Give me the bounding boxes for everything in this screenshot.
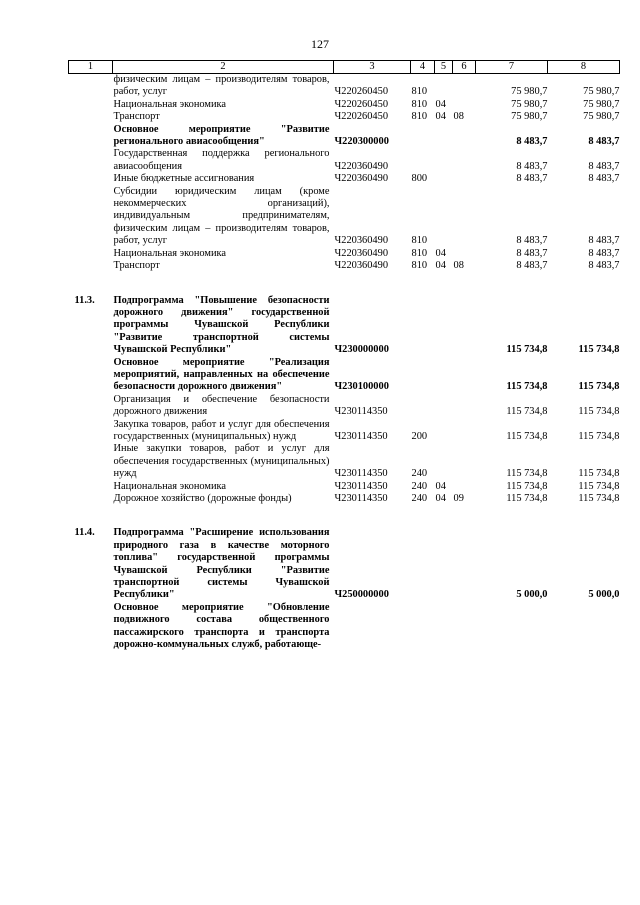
row-amount-1: 8 483,7: [516, 235, 548, 247]
row-item-code: [453, 602, 476, 652]
row-code: Ч230114350: [334, 406, 388, 418]
row-subsection-code: [435, 124, 453, 149]
table-row: [69, 443, 620, 480]
row-item-code: [453, 481, 476, 493]
row-item-code: [453, 527, 476, 601]
row-amount-1: 115 734,8: [506, 493, 548, 504]
row-code: Ч220360490: [334, 247, 389, 259]
row-item-code: [453, 443, 476, 480]
row-code: Ч250000000: [334, 589, 389, 601]
row-amount-1: 115 734,8: [506, 406, 548, 418]
row-name: Основное мероприятие "Реализация мероприятий, направленных на обеспечение безопасности дорожного движения": [113, 356, 330, 393]
row-code: Ч230114350: [334, 468, 388, 480]
row-amount-2: 8 483,7: [588, 247, 620, 259]
budget-table: [68, 60, 620, 651]
table-body: [69, 74, 620, 652]
row-number: [69, 602, 113, 652]
row-subsection-code: 04: [435, 247, 446, 259]
page-number: 127: [311, 37, 329, 51]
row-subsection-code: [435, 357, 453, 394]
row-name: Основное мероприятие "Обновление подвижного состава общественного пассажирского транспорта и транспорта дорожно-коммунальных служб, работающе-: [113, 601, 330, 651]
spacer-row: [69, 273, 620, 295]
row-name: Дорожное хозяйство (дорожные фонды): [113, 493, 292, 504]
row-section-code: 810: [411, 235, 428, 247]
table-row: [69, 602, 620, 652]
row-number: [69, 260, 113, 272]
row-number: 11.3.: [74, 294, 95, 306]
spacer-cell: [69, 273, 620, 295]
row-amount-2: 8 483,7: [588, 235, 620, 247]
row-subsection-code: [435, 443, 453, 480]
row-amount-2: 115 734,8: [578, 430, 620, 442]
row-code: Ч230100000: [334, 381, 389, 393]
row-amount-1: 115 734,8: [506, 344, 548, 356]
row-amount-1: 75 980,7: [511, 98, 548, 110]
row-amount-1: 115 734,8: [506, 468, 548, 480]
row-section-code: 240: [411, 468, 428, 480]
header-cell: 5: [435, 61, 453, 74]
row-amount-2: 8 483,7: [588, 260, 620, 272]
row-code: Ч220260450: [334, 111, 389, 123]
row-subsection-code: 04: [435, 480, 446, 492]
row-number: [69, 419, 113, 444]
row-number: [69, 173, 113, 185]
row-amount-1: 8 483,7: [516, 160, 548, 172]
row-amount-2: 8 483,7: [588, 160, 620, 172]
header-cell: 4: [411, 61, 435, 74]
row-subsection-code: [435, 173, 453, 185]
row-amount-1: 8 483,7: [516, 136, 548, 148]
row-number: [69, 99, 113, 111]
row-name: физическим лицам – производителям товаров, работ, услуг: [113, 74, 330, 98]
row-section-code: [411, 295, 435, 357]
row-amount-2: 75 980,7: [583, 86, 620, 98]
row-section-code: 810: [411, 247, 428, 259]
row-name: Организация и обеспечение безопасности дорожного движения: [113, 393, 330, 418]
row-number: [69, 148, 113, 173]
row-subsection-code: 04: [435, 111, 446, 123]
row-amount-2: 8 483,7: [588, 173, 620, 185]
row-section-code: 240: [411, 493, 428, 504]
row-number: [69, 248, 113, 260]
row-name: Подпрограмма "Расширение использования природного газа в качестве моторного топлива" государственной программы Чувашской Республики "Развитие транспортной системы Чувашской Республики": [113, 527, 330, 601]
row-name: Основное мероприятие "Развитие регионального авиасообщения": [113, 123, 330, 148]
table-row: [69, 481, 620, 493]
row-amount-1: [476, 602, 548, 652]
row-number: [69, 357, 113, 394]
table-row: [69, 148, 620, 173]
row-code: Ч230114350: [334, 480, 388, 492]
row-item-code: [453, 394, 476, 419]
row-number: [69, 443, 113, 480]
row-name: Национальная экономика: [113, 480, 227, 492]
row-amount-2: 115 734,8: [578, 381, 620, 393]
table-row: [69, 394, 620, 419]
row-amount-1: 115 734,8: [506, 480, 548, 492]
row-section-code: [411, 148, 435, 173]
row-number: 11.4.: [74, 527, 95, 539]
row-section-code: 810: [411, 86, 428, 98]
row-item-code: 08: [453, 111, 464, 123]
row-amount-1: 115 734,8: [506, 430, 548, 442]
row-item-code: [453, 295, 476, 357]
row-name: Транспорт: [113, 260, 160, 272]
row-code: Ч220300000: [334, 136, 389, 148]
table-row: [69, 419, 620, 444]
row-amount-2: 8 483,7: [588, 136, 620, 148]
header-cell: 7: [476, 61, 548, 74]
header-cell: 2: [113, 61, 334, 74]
row-amount-2: [548, 602, 620, 652]
table-row: [69, 99, 620, 111]
row-item-code: [453, 74, 476, 99]
header-cell: 8: [548, 61, 620, 74]
table-row: [69, 173, 620, 185]
row-amount-2: 75 980,7: [583, 111, 620, 123]
row-name: Государственная поддержка регионального авиасообщения: [113, 148, 330, 172]
row-item-code: [453, 357, 476, 394]
row-section-code: 810: [411, 111, 428, 123]
row-item-code: [453, 419, 476, 444]
row-amount-1: 75 980,7: [511, 86, 548, 98]
row-amount-1: 75 980,7: [511, 111, 548, 123]
row-subsection-code: 04: [435, 260, 446, 272]
row-amount-1: 8 483,7: [516, 173, 548, 185]
header-cell: 3: [334, 61, 411, 74]
table-row: [69, 527, 620, 601]
row-number: [69, 493, 113, 505]
row-item-code: [453, 186, 476, 248]
row-amount-1: 8 483,7: [516, 247, 548, 259]
row-item-code: [453, 248, 476, 260]
row-name: Подпрограмма "Повышение безопасности дорожного движения" государственной программы Чувашской Республики "Развитие транспортной системы Чувашской Республики": [113, 294, 330, 356]
row-code: Ч220260450: [334, 98, 389, 110]
row-subsection-code: 04: [435, 98, 446, 110]
row-amount-1: 8 483,7: [516, 260, 548, 272]
row-number: [69, 481, 113, 493]
row-subsection-code: [435, 394, 453, 419]
row-amount-1: 5 000,0: [516, 589, 548, 601]
row-name: Иные бюджетные ассигнования: [113, 173, 255, 185]
row-item-code: 08: [453, 260, 464, 272]
spacer-row: [69, 505, 620, 527]
row-section-code: 240: [411, 480, 428, 492]
row-item-code: [453, 124, 476, 149]
row-code: [334, 602, 411, 652]
row-subsection-code: [435, 148, 453, 173]
row-amount-2: 115 734,8: [578, 480, 620, 492]
row-section-code: [411, 602, 435, 652]
row-amount-2: 5 000,0: [588, 589, 620, 601]
table-header: [69, 61, 620, 74]
row-amount-2: 115 734,8: [578, 406, 620, 418]
row-section-code: 800: [411, 173, 428, 185]
row-name: Национальная экономика: [113, 98, 227, 110]
row-name: Закупка товаров, работ и услуг для обеспечения государственных (муниципальных) нужд: [113, 418, 330, 442]
row-subsection-code: [435, 74, 453, 99]
row-section-code: 810: [411, 260, 428, 272]
row-section-code: [411, 394, 435, 419]
row-code: Ч220360490: [334, 260, 389, 272]
row-number: [69, 111, 113, 123]
row-subsection-code: [435, 419, 453, 444]
row-code: Ч220360490: [334, 235, 389, 247]
row-amount-2: 115 734,8: [578, 468, 620, 480]
row-section-code: [411, 124, 435, 149]
row-subsection-code: 04: [435, 493, 446, 504]
row-subsection-code: [435, 186, 453, 248]
row-number: [69, 74, 113, 99]
row-number: [69, 124, 113, 149]
row-name: Иные закупки товаров, работ и услуг для обеспечения государственных (муниципальных) нужд: [113, 443, 330, 480]
row-amount-2: 115 734,8: [578, 493, 620, 504]
row-code: Ч230114350: [334, 430, 388, 442]
table-row: [69, 357, 620, 394]
row-code: Ч220260450: [334, 86, 389, 98]
row-amount-2: 115 734,8: [578, 344, 620, 356]
row-code: Ч230114350: [334, 493, 388, 504]
table-row: [69, 111, 620, 123]
table-row: [69, 124, 620, 149]
row-subsection-code: [435, 295, 453, 357]
row-subsection-code: [435, 527, 453, 601]
row-name: Субсидии юридическим лицам (кроме некоммерческих организаций), индивидуальным предпринимателям, физическим лицам – производителям товаров, работ, услуг: [113, 185, 330, 247]
row-name: Транспорт: [113, 111, 160, 123]
row-number: [69, 186, 113, 248]
row-item-code: [453, 99, 476, 111]
header-cell: 6: [453, 61, 476, 74]
row-section-code: [411, 357, 435, 394]
row-item-code: [453, 148, 476, 173]
row-name: Национальная экономика: [113, 247, 227, 259]
table-row: [69, 186, 620, 248]
spacer-cell: [69, 505, 620, 527]
row-code: Ч220360490: [334, 160, 389, 172]
row-item-code: 09: [453, 493, 464, 504]
header-cell: 1: [69, 61, 113, 74]
table-row: [69, 248, 620, 260]
row-code: Ч230000000: [334, 344, 389, 356]
row-amount-2: 75 980,7: [583, 98, 620, 110]
table-row: [69, 493, 620, 505]
row-amount-1: 115 734,8: [506, 381, 548, 393]
row-section-code: [411, 527, 435, 601]
table-row: [69, 295, 620, 357]
row-section-code: 810: [411, 98, 428, 110]
table-row: [69, 74, 620, 99]
row-code: Ч220360490: [334, 173, 389, 185]
row-subsection-code: [435, 602, 453, 652]
row-section-code: 200: [411, 430, 428, 442]
row-item-code: [453, 173, 476, 185]
row-number: [69, 394, 113, 419]
table-row: [69, 260, 620, 272]
